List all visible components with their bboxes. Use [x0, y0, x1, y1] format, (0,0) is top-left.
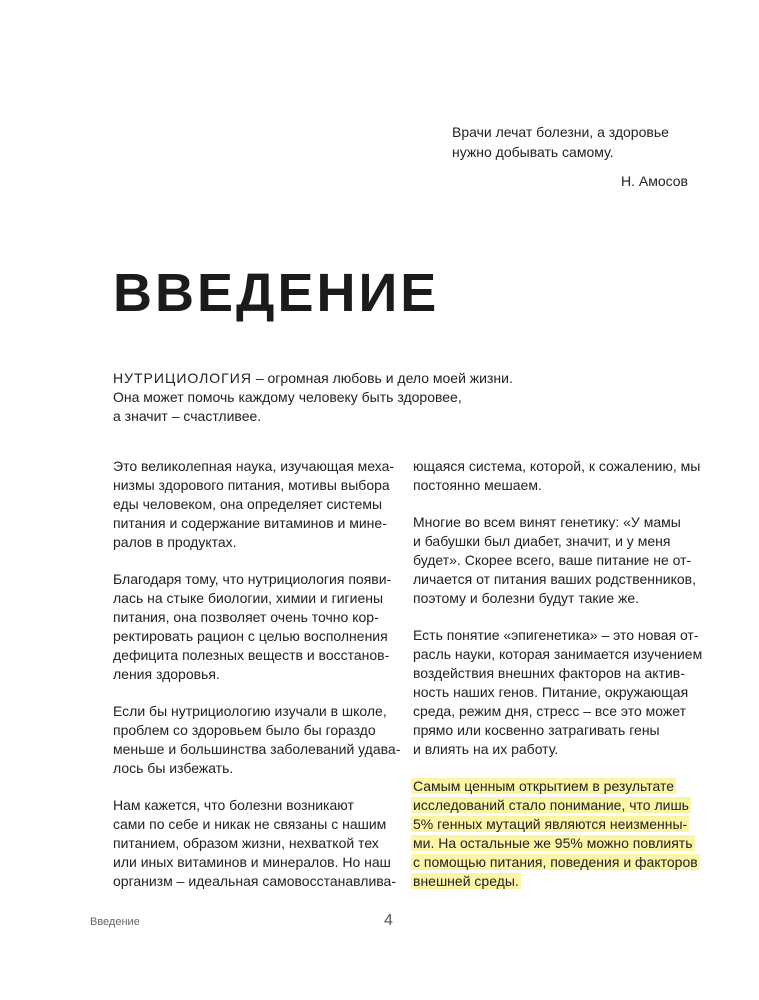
text-line: среда, режим дня, стресс – все это может — [413, 703, 686, 719]
text-line: организм – идеальная самовосстанавлива- — [113, 873, 396, 889]
text-line: ющаяся система, которой, к сожалению, мы — [413, 458, 701, 474]
text-line: личается от питания ваших родственников, — [413, 571, 696, 587]
paragraph — [113, 702, 401, 778]
text-line: Это великолепная наука, изучающая меха- — [113, 458, 395, 474]
text-line: будет». Скорее всего, ваше питание не от- — [413, 552, 692, 568]
text-line: Благодаря тому, что нутрициология появи- — [113, 571, 392, 587]
text-line: Есть понятие «эпигенетика» – это новая от- — [413, 627, 699, 643]
chapter-title: ВВЕДЕНИЕ — [113, 263, 440, 323]
text-line: ректировать рацион с целью восполнения — [113, 628, 388, 644]
text-line: воздействия внешних факторов на актив- — [413, 665, 685, 681]
text-line — [413, 815, 693, 834]
epigraph — [452, 122, 712, 191]
text-line: ления здоровья. — [113, 666, 220, 682]
text-line: питания, она позволяет очень точно кор- — [113, 609, 379, 625]
highlighted-text: внешней среды. — [413, 873, 519, 889]
left-column — [113, 457, 401, 909]
text-line — [413, 872, 693, 891]
epigraph-quote-line: нужно добывать самому. — [452, 144, 614, 160]
highlighted-text: ми. На остальные же 95% можно повлиять — [413, 835, 693, 851]
highlighted-text: исследований стало понимание, что лишь — [413, 797, 689, 813]
lead-line: Она может помочь каждому человеку быть здоровее, — [113, 389, 462, 405]
text-line: дефицита полезных веществ и восстанов- — [113, 647, 390, 663]
paragraph — [113, 796, 396, 891]
footer-section-label: Введение — [90, 916, 140, 928]
text-line: сами по себе и никак не связаны с нашим — [113, 816, 387, 832]
text-line: ралов в продуктах. — [113, 534, 237, 550]
right-column — [413, 457, 703, 909]
text-line: еды человеком, она определяет системы — [113, 496, 383, 512]
epigraph-quote — [452, 122, 712, 162]
text-line: Если бы нутрициологию изучали в школе, — [113, 703, 387, 719]
lead-paragraph — [113, 369, 533, 426]
paragraph — [413, 457, 701, 495]
text-line: лась на стыке биологии, химии и гигиены — [113, 590, 384, 606]
highlighted-paragraph — [413, 777, 698, 891]
lead-line: а значит – счастливее. — [113, 408, 262, 424]
text-line: ность наших генов. Питание, окружающая — [413, 684, 689, 700]
text-line: питанием, образом жизни, нехваткой тех — [113, 835, 379, 851]
text-line: и бабушки был диабет, значит, и у меня — [413, 533, 671, 549]
text-line — [413, 834, 693, 853]
text-line: и влиять на их работу. — [413, 741, 559, 757]
text-line — [413, 777, 693, 796]
text-line: поэтому и болезни будут такие же. — [413, 590, 640, 606]
lead-line-text: – огромная любовь и дело моей жизни. — [251, 370, 513, 386]
text-line: прямо или косвенно затрагивать гены — [413, 722, 660, 738]
text-line: меньше и большинства заболеваний удава- — [113, 741, 401, 757]
highlighted-text: с помощью питания, поведения и факторов — [413, 854, 698, 870]
text-line — [413, 853, 698, 872]
paragraph — [413, 626, 703, 759]
text-line: Нам кажется, что болезни возникают — [113, 797, 354, 813]
highlighted-text: 5% генных мутаций являются неизменны- — [413, 816, 688, 832]
epigraph-author: Н. Амосов — [620, 173, 688, 189]
text-line: постоянно мешаем. — [413, 477, 542, 493]
text-line: проблем со здоровьем было бы гораздо — [113, 722, 376, 738]
text-line: лось бы избежать. — [113, 760, 234, 776]
paragraph — [113, 570, 393, 684]
highlighted-text: Самым ценным открытием в результате — [413, 778, 675, 794]
lead-line — [113, 369, 533, 388]
paragraph — [113, 457, 393, 552]
text-line: или иных витаминов и минералов. Но наш — [113, 854, 391, 870]
lead-caps-word: НУТРИЦИОЛОГИЯ — [113, 370, 252, 386]
text-line: расль науки, которая занимается изучением — [413, 646, 703, 662]
text-line: питания и содержание витаминов и мине- — [113, 515, 387, 531]
epigraph-quote-line: Врачи лечат болезни, а здоровье — [452, 124, 669, 140]
paragraph — [413, 513, 696, 608]
text-line — [413, 796, 693, 815]
text-line: низмы здорового питания, мотивы выбора — [113, 477, 390, 493]
page-number: 4 — [384, 912, 393, 929]
text-line: Многие во всем винят генетику: «У мамы — [413, 514, 681, 530]
